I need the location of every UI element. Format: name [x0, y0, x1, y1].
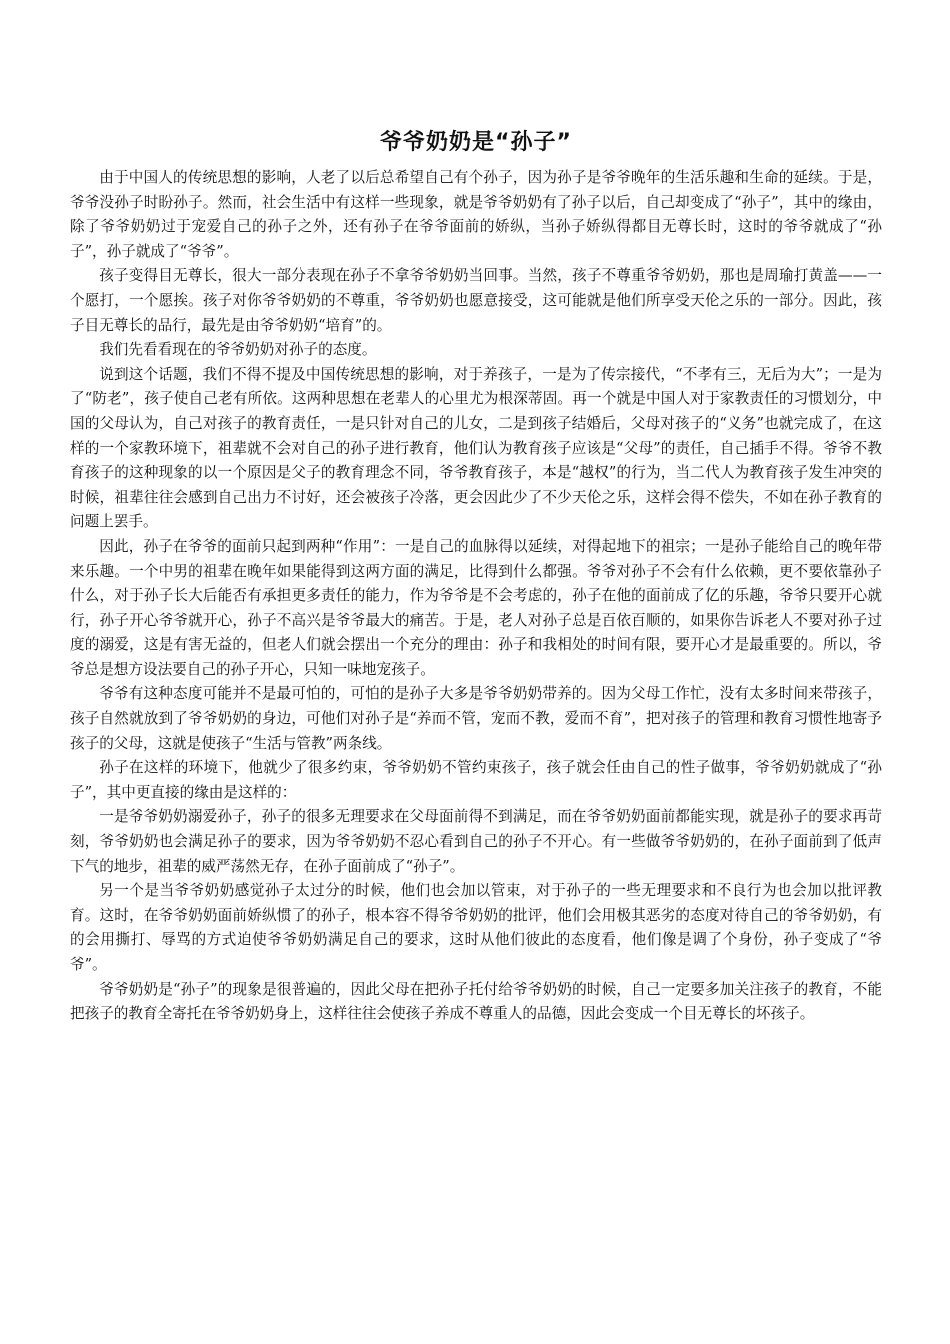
document-page: [70, 128, 882, 1027]
paragraph: 孩子变得目无尊长，很大一部分表现在孙子不拿爷爷奶奶当回事。当然，孩子不尊重爷爷奶奶，那也是周瑜打黄盖——一个愿打，一个愿挨。孩子对你爷爷奶奶的不尊重，爷爷奶奶也愿意接受，这可能就是他们所享受天伦之乐的一部分。因此，孩子目无尊长的品行，最先是由爷爷奶奶“培育”的。: [70, 267, 882, 334]
document-title: 爷爷奶奶是“孙子”: [380, 130, 572, 155]
paragraph: 我们先看看现在的爷爷奶奶对孙子的态度。: [99, 341, 377, 359]
paragraph: 由于中国人的传统思想的影响，人老了以后总希望自己有个孙子，因为孙子是爷爷晚年的生活乐趣和生命的延续。于是，爷爷没孙子时盼孙子。然而，社会生活中有这样一些现象，就是爷爷奶奶有了孙子以后，自己却变成了“孙子”，其中的缘由，除了爷爷奶奶过于宠爱自己的孙子之外，还有孙子在爷爷面前的娇纵，当孙子娇纵得都目无尊长时，这时的爷爷就成了“孙子”，孙子就成了“爷爷”。: [70, 169, 882, 260]
paragraph: 一是爷爷奶奶溺爱孙子，孙子的很多无理要求在父母面前得不到满足，而在爷爷奶奶面前都能实现，就是孙子的要求再苛刻，爷爷奶奶也会满足孙子的要求，因为爷爷奶奶不忍心看到自己的孙子不开心。有一些做爷爷奶奶的，在孙子面前到了低声下气的地步，祖辈的威严荡然无存，在孙子面前成了“孙子”。: [70, 808, 882, 875]
paragraph: 爷爷有这种态度可能并不是最可怕的，可怕的是孙子大多是爷爷奶奶带养的。因为父母工作忙，没有太多时间来带孩子，孩子自然就放到了爷爷奶奶的身边，可他们对孙子是“养而不管，宠而不教，爱而不育”，把对孩子的管理和教育习惯性地寄予孩子的父母，这就是使孩子“生活与管教”两条线。: [70, 685, 882, 752]
paragraph: 爷爷奶奶是“孙子”的现象是很普遍的，因此父母在把孙子托付给爷爷奶奶的时候，自己一定要多加关注孩子的教育，不能把孩子的教育全寄托在爷爷奶奶身上，这样往往会使孩子养成不尊重人的品德，因此会变成一个目无尊长的坏孩子。: [70, 980, 882, 1023]
paragraph: 因此，孙子在爷爷的面前只起到两种“作用”：一是自己的血脉得以延续，对得起地下的祖宗；一是孙子能给自己的晚年带来乐趣。一个中男的祖辈在晚年如果能得到这两方面的满足，比得到什么都强。爷爷对孙子不会有什么依赖，更不要依靠孙子什么，对于孙子长大后能否有承担更多责任的能力，作为爷爷是不会考虑的，孙子在他的面前成了亿的乐趣，爷爷只要开心就行，孙子开心爷爷就开心，孙子不高兴是爷爷最大的痛苦。于是，老人对孙子总是百依百顺的，如果你告诉老人不要对孙子过度的溺爱，这是有害无益的，但老人们就会摆出一个充分的理由：孙子和我相处的时间有限，要开心才是最重要的。所以，爷爷总是想方设法要自己的孙子开心，只知一味地宠孩子。: [70, 537, 882, 678]
paragraph: 孙子在这样的环境下，他就少了很多约束，爷爷奶奶不管约束孩子，孩子就会任由自己的性子做事，爷爷奶奶就成了“孙子”，其中更直接的缘由是这样的：: [70, 759, 882, 801]
paragraph: 另一个是当爷爷奶奶感觉孙子太过分的时候，他们也会加以管束，对于孙子的一些无理要求和不良行为也会加以批评教育。这时，在爷爷奶奶面前娇纵惯了的孙子，根本容不得爷爷奶奶的批评，他们会用极其恶劣的态度对待自己的爷爷奶奶，有的会用撕打、辱骂的方式迫使爷爷奶奶满足自己的要求，这时从他们彼此的态度看，他们像是调了个身份，孙子变成了“爷爷”。: [70, 882, 882, 973]
paragraph: 说到这个话题，我们不得不提及中国传统思想的影响，对于养孩子，一是为了传宗接代，“不孝有三，无后为大”；一是为了“防老”，孩子使自己老有所依。这两种思想在老辈人的心里尤为根深蒂固。再一个就是中国人对于家教责任的习惯划分，中国的父母认为，自己对孩子的教育责任，一是只针对自己的儿女，二是到孩子结婚后，父母对孩子的“义务”也就完成了，在这样的一个家教环境下，祖辈就不会对自己的孙子进行教育，他们认为教育孩子应该是“父母”的责任，自己插手不得。爷爷不教育孩子的这种现象的以一个原因是父子的教育理念不同，爷爷教育孩子，本是“越权”的行为，当二代人为教育孩子发生冲突的时候，祖辈往往会感到自己出力不讨好，还会被孩子冷落，更会因此少了不少天伦之乐，这样会得不偿失，不如在孙子教育的问题上罢手。: [70, 365, 882, 531]
